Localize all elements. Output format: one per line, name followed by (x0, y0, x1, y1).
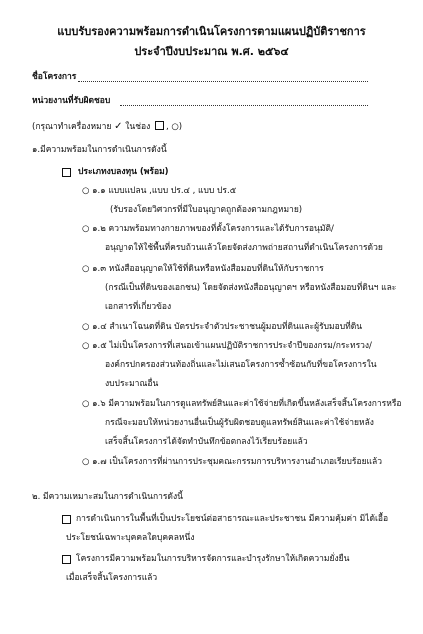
agency-field[interactable] (120, 105, 368, 106)
investment-budget-checkbox[interactable] (62, 168, 71, 177)
instruction-before: (กรุณาทำเครื่องหมาย (32, 122, 112, 132)
item-1-6-line1: ○ ๑.๖ มีความพร้อมในการดูแลทรัพย์สินและค่าใช้จ่ายที่เกิดขึ้นหลังเสร็จสิ้นโครงการหรือ (82, 399, 402, 409)
suitability-1-line1: การดำเนินการในพื้นที่เป็นประโยชน์ต่อสาธารณะและประชาชน มีความคุ้มค่า มิได้เอื้อ (76, 514, 389, 524)
item-1-2-line1: ○ ๑.๒ ความพร้อมทางกายภาพของที่ตั้งโครงการและได้รับการอนุมัติ/ (82, 224, 334, 234)
item-1-6-line2: กรณีจะมอบให้หน่วยงานอื่นเป็นผู้รับผิดชอบดูแลทรัพย์สินและค่าใช้จ่ายหลัง (105, 418, 374, 428)
document-title-line2: ประจำปีงบประมาณ พ.ศ. ๒๕๖๔ (134, 45, 289, 58)
section1-heading: ๑.มีความพร้อมในการดำเนินการดังนี้ (32, 145, 167, 155)
item-1-5-line3: งบประมาณอื่น (105, 379, 159, 389)
investment-budget-label: ประเภทงบลงทุน (พร้อม) (78, 167, 169, 177)
item-1-5-line2: องค์กรปกครองส่วนท้องถิ่นและไม่เสนอโครงการซ้ำซ้อนกับที่ขอโครงการใน (105, 360, 377, 370)
suitability-2-line2: เมื่อเสร็จสิ้นโครงการแล้ว (66, 573, 158, 583)
item-1-2-line2: อนุญาตให้ใช้พื้นที่ครบถ้วนแล้วโดยจัดส่งภาพถ่ายสถานที่ดำเนินโครงการด้วย (105, 243, 383, 253)
project-name-field[interactable] (78, 81, 368, 82)
item-1-7-line1: ○ ๑.๗ เป็นโครงการที่ผ่านการประชุมคณะกรรมการบริหารงานอำเภอเรียบร้อยแล้ว (82, 457, 383, 467)
item-1-1-line2: (รับรองโดยวิศวกรที่มีใบอนุญาตถูกต้องตามกฎหมาย) (110, 205, 303, 215)
suitability-1-line2: ประโยชน์เฉพาะบุคคลใดบุคคลหนึ่ง (66, 533, 195, 543)
section2-heading: ๒. มีความเหมาะสมในการดำเนินการดังนี้ (32, 492, 183, 502)
document-title-line1: แบบรับรองความพร้อมการดำเนินโครงการตามแผนปฏิบัติราชการ (57, 25, 366, 38)
suitability-checkbox-2[interactable] (62, 555, 71, 564)
item-1-5-line1: ○ ๑.๕ ไม่เป็นโครงการที่เสนอเข้าแผนปฏิบัติราชการประจำปีของกรม/กระทรวง/ (82, 341, 372, 351)
agency-label: หน่วยงานที่รับผิดชอบ (32, 96, 111, 106)
item-1-4-line1: ○ ๑.๔ สำเนาโฉนดที่ดิน บัตรประจำตัวประชาชนผู้มอบที่ดินและผู้รับมอบที่ดิน (82, 322, 363, 332)
item-1-3-line2: (กรณีเป็นที่ดินของเอกชน) โดยจัดส่งหนังสืออนุญาตฯ หรือหนังสือมอบที่ดินฯ และ (105, 283, 397, 293)
item-1-1-line1: ○ ๑.๑ แบบแปลน ,แบบ ปร.๔ , แบบ ปร.๕ (82, 186, 237, 196)
suitability-checkbox-1[interactable] (62, 515, 71, 524)
instruction-after: , ○) (165, 122, 183, 132)
item-1-3-line1: ○ ๑.๓ หนังสืออนุญาตให้ใช้ที่ดินหรือหนังสือมอบที่ดินให้กับราชการ (82, 264, 324, 274)
instruction (32, 121, 182, 133)
check-mark-icon: ✓ (114, 121, 123, 132)
checkbox-icon (155, 121, 164, 130)
suitability-2-line1: โครงการมีความพร้อมในการบริหารจัดการและบำรุงรักษาให้เกิดความยั่งยืน (76, 554, 350, 564)
item-1-6-line3: เสร็จสิ้นโครงการได้จัดทำบันทึกข้อตกลงไว้เรียบร้อยแล้ว (105, 437, 308, 447)
instruction-middle: ในช่อง (125, 122, 151, 132)
item-1-3-line3: เอกสารที่เกี่ยวข้อง (105, 302, 172, 312)
project-name-label: ชื่อโครงการ (32, 72, 77, 82)
